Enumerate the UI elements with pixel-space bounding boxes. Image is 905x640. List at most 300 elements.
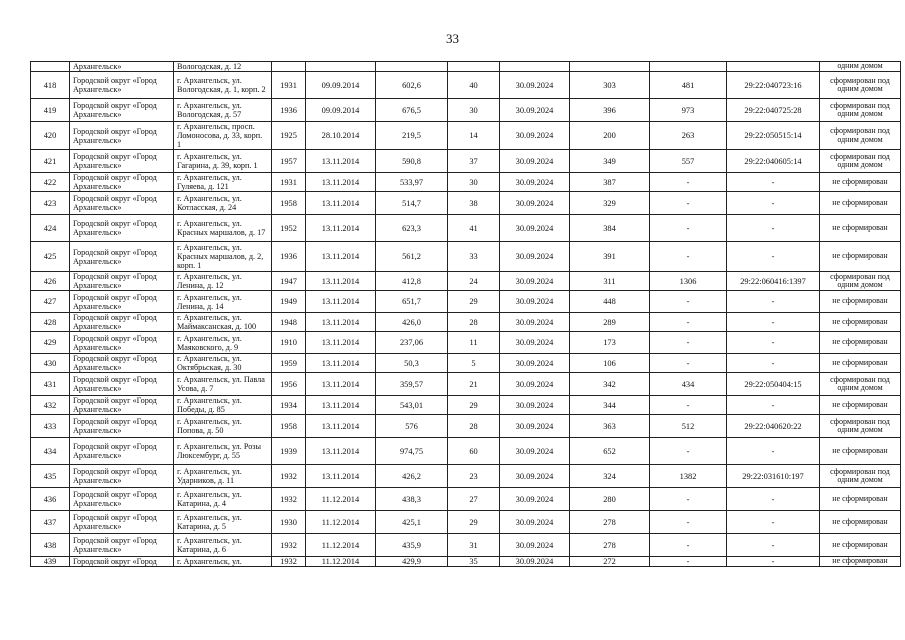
- cell-residents: 5: [448, 354, 500, 373]
- cell-cadastral-number: -: [727, 534, 820, 557]
- cell-land-area: -: [650, 438, 727, 465]
- cell-value-1: 303: [570, 72, 650, 99]
- cell-cadastral-number: 29:22:060416:1397: [727, 272, 820, 291]
- cell-area: 237,06: [376, 332, 448, 354]
- cell-area: 676,5: [376, 99, 448, 122]
- cell-owner: Городской округ «Город Архангельск»: [70, 534, 174, 557]
- cell-date-recognized: 13.11.2014: [306, 332, 376, 354]
- cell-land-area: -: [650, 534, 727, 557]
- cell-cadastral-number: -: [727, 313, 820, 332]
- table-row: [31, 511, 901, 534]
- cell-date-planned: 30.09.2024: [500, 242, 570, 272]
- cell-value-1: 342: [570, 373, 650, 396]
- cell-area: 429,9: [376, 557, 448, 567]
- table-row-continuation: [31, 62, 901, 72]
- cell-address: г. Архангельск, ул. Победы, д. 85: [174, 396, 272, 415]
- cell-cadastral-number: -: [727, 332, 820, 354]
- cell-residents: 29: [448, 291, 500, 313]
- cell-year: 1936: [272, 242, 306, 272]
- cell-land-status: не сформирован: [820, 291, 901, 313]
- cell-date-planned: 30.09.2024: [500, 272, 570, 291]
- cell-land-status: сформирован под одним домом: [820, 373, 901, 396]
- cell-year: 1934: [272, 396, 306, 415]
- cell-address: г. Архангельск, ул. Ленина, д. 12: [174, 272, 272, 291]
- cell-date-recognized: 13.11.2014: [306, 415, 376, 438]
- cell-date-recognized: 13.11.2014: [306, 313, 376, 332]
- table-row: [31, 313, 901, 332]
- cell-date-recognized: [306, 62, 376, 72]
- table-row: [31, 373, 901, 396]
- cell-value-1: 329: [570, 192, 650, 215]
- cell-date-planned: 30.09.2024: [500, 332, 570, 354]
- cell-land-status: сформирован под одним домом: [820, 99, 901, 122]
- cell-date-planned: 30.09.2024: [500, 465, 570, 488]
- cell-year: 1936: [272, 99, 306, 122]
- cell-cadastral-number: -: [727, 192, 820, 215]
- cell-date-planned: 30.09.2024: [500, 291, 570, 313]
- cell-date-recognized: 13.11.2014: [306, 242, 376, 272]
- cell-address: г. Архангельск, ул. Октябрьская, д. 30: [174, 354, 272, 373]
- cell-area: 359,57: [376, 373, 448, 396]
- cell-land-area: -: [650, 192, 727, 215]
- cell-number: 425: [31, 242, 70, 272]
- cell-residents: 14: [448, 122, 500, 150]
- table-row: [31, 438, 901, 465]
- cell-number: 439: [31, 557, 70, 567]
- cell-owner: Городской округ «Город Архангельск»: [70, 242, 174, 272]
- cell-date-planned: 30.09.2024: [500, 438, 570, 465]
- cell-value-1: 280: [570, 488, 650, 511]
- cell-cadastral-number: -: [727, 438, 820, 465]
- cell-land-status: одним домом: [820, 62, 901, 72]
- cell-land-area: 434: [650, 373, 727, 396]
- cell-date-planned: 30.09.2024: [500, 173, 570, 192]
- cell-address: Вологодская, д. 12: [174, 62, 272, 72]
- cell-cadastral-number: 29:22:031610:197: [727, 465, 820, 488]
- cell-land-area: -: [650, 396, 727, 415]
- cell-land-area: -: [650, 242, 727, 272]
- cell-area: 590,8: [376, 150, 448, 173]
- cell-land-status: не сформирован: [820, 354, 901, 373]
- cell-owner: Городской округ «Город Архангельск»: [70, 354, 174, 373]
- cell-owner: Городской округ «Город Архангельск»: [70, 465, 174, 488]
- cell-year: 1932: [272, 465, 306, 488]
- table-row: [31, 534, 901, 557]
- cell-land-status: сформирован под одним домом: [820, 72, 901, 99]
- cell-land-status: не сформирован: [820, 557, 901, 567]
- cell-value-1: [570, 62, 650, 72]
- cell-number: 435: [31, 465, 70, 488]
- table-row: [31, 192, 901, 215]
- cell-date-planned: 30.09.2024: [500, 313, 570, 332]
- cell-owner: Городской округ «Город Архангельск»: [70, 122, 174, 150]
- cell-residents: 60: [448, 438, 500, 465]
- cell-area: 974,75: [376, 438, 448, 465]
- cell-land-area: -: [650, 511, 727, 534]
- cell-land-area: -: [650, 291, 727, 313]
- cell-cadastral-number: 29:22:040605:14: [727, 150, 820, 173]
- cell-owner: Городской округ «Город Архангельск»: [70, 99, 174, 122]
- cell-address: г. Архангельск, ул. Катарина, д. 6: [174, 534, 272, 557]
- cell-owner: Городской округ «Город Архангельск»: [70, 72, 174, 99]
- cell-number: 426: [31, 272, 70, 291]
- cell-residents: 40: [448, 72, 500, 99]
- cell-residents: 21: [448, 373, 500, 396]
- cell-land-status: сформирован под одним домом: [820, 415, 901, 438]
- cell-residents: 30: [448, 99, 500, 122]
- cell-land-status: сформирован под одним домом: [820, 122, 901, 150]
- table-row: [31, 332, 901, 354]
- cell-land-status: сформирован под одним домом: [820, 465, 901, 488]
- cell-number: 431: [31, 373, 70, 396]
- cell-residents: 31: [448, 534, 500, 557]
- cell-land-area: -: [650, 215, 727, 242]
- cell-address: г. Архангельск, ул. Маяковского, д. 9: [174, 332, 272, 354]
- cell-residents: 33: [448, 242, 500, 272]
- cell-year: 1932: [272, 534, 306, 557]
- cell-area: 50,3: [376, 354, 448, 373]
- cell-number: 433: [31, 415, 70, 438]
- cell-area: 426,0: [376, 313, 448, 332]
- cell-cadastral-number: -: [727, 173, 820, 192]
- cell-residents: 29: [448, 511, 500, 534]
- cell-date-recognized: 13.11.2014: [306, 396, 376, 415]
- cell-date-planned: 30.09.2024: [500, 488, 570, 511]
- cell-address: г. Архангельск, ул. Розы Люксембург, д. 55: [174, 438, 272, 465]
- table-row: [31, 99, 901, 122]
- cell-land-status: не сформирован: [820, 396, 901, 415]
- cell-number: 420: [31, 122, 70, 150]
- cell-address: г. Архангельск, ул. Гагарина, д. 39, корп. 1: [174, 150, 272, 173]
- cell-owner: Городской округ «Город Архангельск»: [70, 511, 174, 534]
- cell-number: 428: [31, 313, 70, 332]
- cell-value-1: 278: [570, 511, 650, 534]
- cell-land-area: [650, 62, 727, 72]
- cell-land-area: -: [650, 488, 727, 511]
- cell-year: 1957: [272, 150, 306, 173]
- cell-year: 1958: [272, 415, 306, 438]
- cell-date-planned: 30.09.2024: [500, 150, 570, 173]
- cell-value-1: 344: [570, 396, 650, 415]
- cell-date-planned: 30.09.2024: [500, 415, 570, 438]
- cell-value-1: 387: [570, 173, 650, 192]
- cell-owner: Городской округ «Город Архангельск»: [70, 173, 174, 192]
- cell-land-area: -: [650, 354, 727, 373]
- cell-year: [272, 62, 306, 72]
- cell-year: 1952: [272, 215, 306, 242]
- table-row: [31, 488, 901, 511]
- cell-cadastral-number: 29:22:040620:22: [727, 415, 820, 438]
- cell-number: 422: [31, 173, 70, 192]
- cell-date-planned: [500, 62, 570, 72]
- cell-year: 1931: [272, 173, 306, 192]
- cell-area: 576: [376, 415, 448, 438]
- cell-residents: 11: [448, 332, 500, 354]
- cell-number: 418: [31, 72, 70, 99]
- cell-owner: Городской округ «Город Архангельск»: [70, 332, 174, 354]
- table-row: [31, 354, 901, 373]
- cell-area: 561,2: [376, 242, 448, 272]
- cell-cadastral-number: [727, 62, 820, 72]
- cell-area: 219,5: [376, 122, 448, 150]
- cell-date-planned: 30.09.2024: [500, 511, 570, 534]
- cell-owner: Городской округ «Город Архангельск»: [70, 150, 174, 173]
- cell-date-planned: 30.09.2024: [500, 354, 570, 373]
- cell-address: г. Архангельск, ул. Ленина, д. 14: [174, 291, 272, 313]
- cell-owner: Городской округ «Город Архангельск»: [70, 396, 174, 415]
- cell-address: г. Архангельск, просп. Ломоносова, д. 33, корп. 1: [174, 122, 272, 150]
- table-row: [31, 557, 901, 567]
- cell-date-recognized: 11.12.2014: [306, 511, 376, 534]
- cell-value-1: 324: [570, 465, 650, 488]
- cell-area: 435,9: [376, 534, 448, 557]
- cell-date-recognized: 11.12.2014: [306, 534, 376, 557]
- cell-address: г. Архангельск, ул. Гуляева, д. 121: [174, 173, 272, 192]
- cell-value-1: 363: [570, 415, 650, 438]
- cell-land-area: -: [650, 313, 727, 332]
- cell-date-recognized: 09.09.2014: [306, 99, 376, 122]
- cell-date-recognized: 13.11.2014: [306, 215, 376, 242]
- cell-value-1: 311: [570, 272, 650, 291]
- cell-date-recognized: 11.12.2014: [306, 557, 376, 567]
- cell-year: 1930: [272, 511, 306, 534]
- cell-area: 438,3: [376, 488, 448, 511]
- table-row: [31, 72, 901, 99]
- cell-number: 436: [31, 488, 70, 511]
- cell-year: 1939: [272, 438, 306, 465]
- cell-address: г. Архангельск, ул. Красных маршалов, д. 17: [174, 215, 272, 242]
- cell-year: 1925: [272, 122, 306, 150]
- cell-residents: 28: [448, 415, 500, 438]
- cell-land-area: 263: [650, 122, 727, 150]
- cell-cadastral-number: -: [727, 291, 820, 313]
- cell-area: 514,7: [376, 192, 448, 215]
- table-row: [31, 415, 901, 438]
- cell-cadastral-number: 29:22:040725:28: [727, 99, 820, 122]
- cell-number: 437: [31, 511, 70, 534]
- cell-land-area: 512: [650, 415, 727, 438]
- cell-owner: Городской округ «Город Архангельск»: [70, 291, 174, 313]
- cell-address: г. Архангельск, ул. Катарина, д. 4: [174, 488, 272, 511]
- cell-number: 427: [31, 291, 70, 313]
- cell-date-planned: 30.09.2024: [500, 72, 570, 99]
- cell-year: 1947: [272, 272, 306, 291]
- cell-value-1: 349: [570, 150, 650, 173]
- housing-registry-table: [30, 61, 901, 567]
- cell-area: 426,2: [376, 465, 448, 488]
- cell-date-recognized: 13.11.2014: [306, 373, 376, 396]
- cell-date-recognized: 13.11.2014: [306, 272, 376, 291]
- cell-land-area: 1382: [650, 465, 727, 488]
- cell-year: 1948: [272, 313, 306, 332]
- cell-land-status: не сформирован: [820, 438, 901, 465]
- cell-residents: 35: [448, 557, 500, 567]
- cell-area: 533,97: [376, 173, 448, 192]
- cell-land-area: -: [650, 173, 727, 192]
- cell-date-planned: 30.09.2024: [500, 192, 570, 215]
- cell-owner: Городской округ «Город Архангельск»: [70, 272, 174, 291]
- cell-address: г. Архангельск, ул. Ударников, д. 11: [174, 465, 272, 488]
- cell-cadastral-number: -: [727, 242, 820, 272]
- cell-owner: Городской округ «Город Архангельск»: [70, 192, 174, 215]
- cell-cadastral-number: -: [727, 557, 820, 567]
- cell-value-1: 289: [570, 313, 650, 332]
- cell-cadastral-number: -: [727, 488, 820, 511]
- cell-land-area: -: [650, 557, 727, 567]
- cell-date-planned: 30.09.2024: [500, 99, 570, 122]
- cell-address: г. Архангельск, ул. Катарина, д. 5: [174, 511, 272, 534]
- cell-residents: 23: [448, 465, 500, 488]
- cell-address: г. Архангельск, ул. Вологодская, д. 57: [174, 99, 272, 122]
- cell-land-area: 557: [650, 150, 727, 173]
- cell-land-status: не сформирован: [820, 242, 901, 272]
- cell-area: 602,6: [376, 72, 448, 99]
- cell-date-planned: 30.09.2024: [500, 557, 570, 567]
- cell-date-planned: 30.09.2024: [500, 396, 570, 415]
- cell-land-status: не сформирован: [820, 488, 901, 511]
- cell-land-status: сформирован под одним домом: [820, 272, 901, 291]
- cell-date-recognized: 13.11.2014: [306, 150, 376, 173]
- cell-residents: 29: [448, 396, 500, 415]
- cell-cadastral-number: 29:22:040723:16: [727, 72, 820, 99]
- cell-number: 424: [31, 215, 70, 242]
- cell-date-recognized: 13.11.2014: [306, 438, 376, 465]
- table-row: [31, 215, 901, 242]
- cell-residents: 38: [448, 192, 500, 215]
- cell-area: 651,7: [376, 291, 448, 313]
- cell-value-1: 278: [570, 534, 650, 557]
- cell-number: 423: [31, 192, 70, 215]
- cell-address: г. Архангельск, ул. Вологодская, д. 1, корп. 2: [174, 72, 272, 99]
- cell-date-recognized: 28.10.2014: [306, 122, 376, 150]
- table-row: [31, 272, 901, 291]
- cell-year: 1949: [272, 291, 306, 313]
- cell-value-1: 391: [570, 242, 650, 272]
- cell-cadastral-number: 29:22:050515:14: [727, 122, 820, 150]
- cell-year: 1959: [272, 354, 306, 373]
- cell-date-recognized: 09.09.2014: [306, 72, 376, 99]
- cell-date-planned: 30.09.2024: [500, 373, 570, 396]
- table-row: [31, 465, 901, 488]
- cell-number: [31, 62, 70, 72]
- cell-owner: Городской округ «Город Архангельск»: [70, 438, 174, 465]
- cell-value-1: 448: [570, 291, 650, 313]
- cell-cadastral-number: -: [727, 354, 820, 373]
- cell-value-1: 173: [570, 332, 650, 354]
- page-number: 33: [446, 31, 459, 46]
- cell-land-area: 1306: [650, 272, 727, 291]
- cell-area: 543,01: [376, 396, 448, 415]
- cell-year: 1956: [272, 373, 306, 396]
- cell-number: 438: [31, 534, 70, 557]
- cell-number: 429: [31, 332, 70, 354]
- table-row: [31, 150, 901, 173]
- cell-area: 425,1: [376, 511, 448, 534]
- cell-address: г. Архангельск, ул. Попова, д. 50: [174, 415, 272, 438]
- cell-cadastral-number: -: [727, 215, 820, 242]
- cell-residents: 24: [448, 272, 500, 291]
- cell-owner: Городской округ «Город Архангельск»: [70, 415, 174, 438]
- cell-land-area: 973: [650, 99, 727, 122]
- cell-land-area: -: [650, 332, 727, 354]
- cell-cadastral-number: 29:22:050404:15: [727, 373, 820, 396]
- cell-owner: Городской округ «Город: [70, 557, 174, 567]
- cell-value-1: 396: [570, 99, 650, 122]
- cell-date-recognized: 13.11.2014: [306, 354, 376, 373]
- cell-address: г. Архангельск, ул.: [174, 557, 272, 567]
- cell-owner: Городской округ «Город Архангельск»: [70, 488, 174, 511]
- cell-land-status: не сформирован: [820, 173, 901, 192]
- cell-area: [376, 62, 448, 72]
- cell-land-area: 481: [650, 72, 727, 99]
- cell-land-status: не сформирован: [820, 192, 901, 215]
- cell-date-recognized: 11.12.2014: [306, 488, 376, 511]
- cell-date-planned: 30.09.2024: [500, 534, 570, 557]
- cell-residents: 28: [448, 313, 500, 332]
- cell-residents: 30: [448, 173, 500, 192]
- table-row: [31, 122, 901, 150]
- table-row: [31, 242, 901, 272]
- cell-date-planned: 30.09.2024: [500, 122, 570, 150]
- cell-land-status: не сформирован: [820, 511, 901, 534]
- cell-land-status: не сформирован: [820, 534, 901, 557]
- cell-land-status: не сформирован: [820, 313, 901, 332]
- cell-land-status: сформирован под одним домом: [820, 150, 901, 173]
- cell-land-status: не сформирован: [820, 215, 901, 242]
- cell-address: г. Архангельск, ул. Красных маршалов, д. 2, корп. 1: [174, 242, 272, 272]
- cell-number: 419: [31, 99, 70, 122]
- cell-residents: 27: [448, 488, 500, 511]
- cell-year: 1958: [272, 192, 306, 215]
- cell-number: 421: [31, 150, 70, 173]
- cell-value-1: 384: [570, 215, 650, 242]
- cell-address: г. Архангельск, ул. Маймаксанская, д. 100: [174, 313, 272, 332]
- cell-owner: Архангельск»: [70, 62, 174, 72]
- cell-land-status: не сформирован: [820, 332, 901, 354]
- cell-cadastral-number: -: [727, 511, 820, 534]
- cell-year: 1910: [272, 332, 306, 354]
- cell-value-1: 652: [570, 438, 650, 465]
- cell-owner: Городской округ «Город Архангельск»: [70, 215, 174, 242]
- cell-date-recognized: 13.11.2014: [306, 173, 376, 192]
- table-row: [31, 173, 901, 192]
- cell-date-planned: 30.09.2024: [500, 215, 570, 242]
- cell-owner: Городской округ «Город Архангельск»: [70, 313, 174, 332]
- cell-owner: Городской округ «Город Архангельск»: [70, 373, 174, 396]
- cell-date-recognized: 13.11.2014: [306, 291, 376, 313]
- cell-value-1: 200: [570, 122, 650, 150]
- cell-area: 623,3: [376, 215, 448, 242]
- cell-residents: [448, 62, 500, 72]
- cell-address: г. Архангельск, ул. Котласская, д. 24: [174, 192, 272, 215]
- cell-residents: 37: [448, 150, 500, 173]
- table-row: [31, 396, 901, 415]
- cell-number: 432: [31, 396, 70, 415]
- cell-value-1: 106: [570, 354, 650, 373]
- cell-value-1: 272: [570, 557, 650, 567]
- cell-number: 434: [31, 438, 70, 465]
- cell-area: 412,8: [376, 272, 448, 291]
- cell-date-recognized: 13.11.2014: [306, 465, 376, 488]
- cell-residents: 41: [448, 215, 500, 242]
- cell-number: 430: [31, 354, 70, 373]
- cell-year: 1932: [272, 557, 306, 567]
- table-row: [31, 291, 901, 313]
- cell-year: 1932: [272, 488, 306, 511]
- cell-cadastral-number: -: [727, 396, 820, 415]
- cell-year: 1931: [272, 72, 306, 99]
- cell-address: г. Архангельск, ул. Павла Усова, д. 7: [174, 373, 272, 396]
